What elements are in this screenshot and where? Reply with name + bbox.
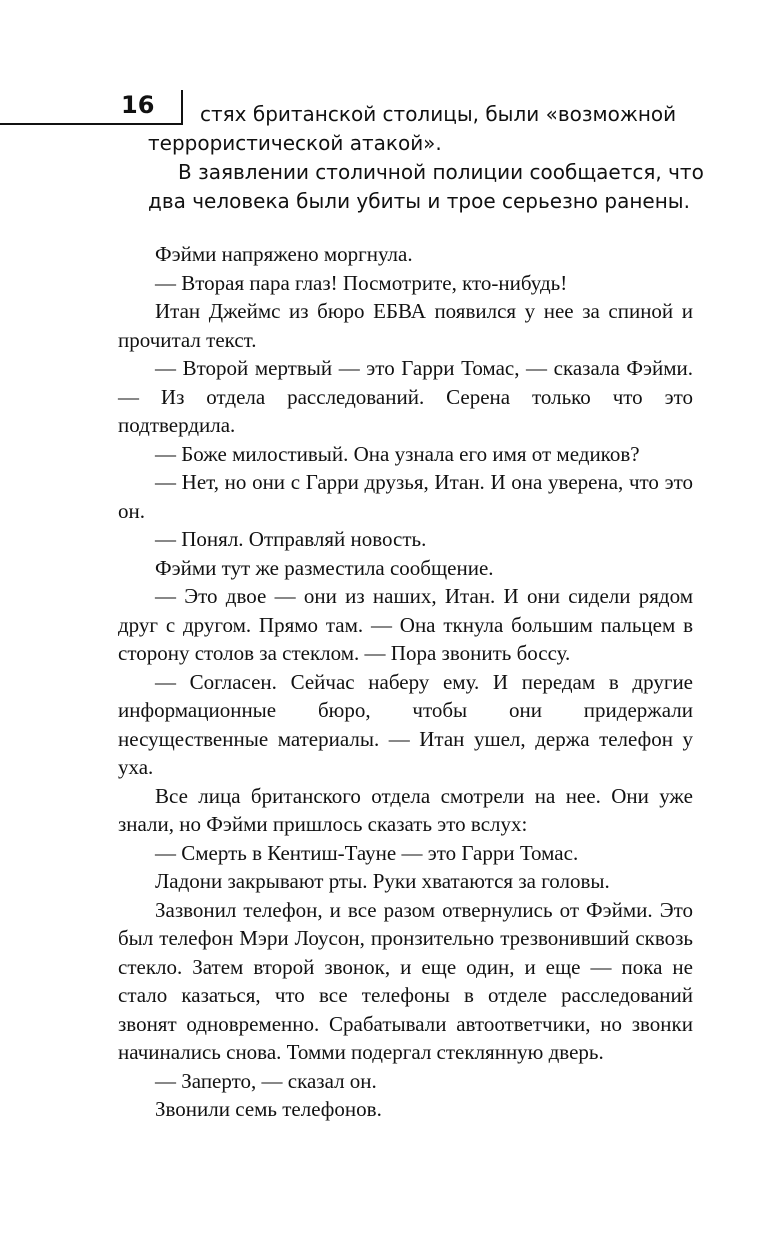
news-excerpt-line: В заявлении столичной полиции сообщается, что	[178, 160, 704, 184]
paragraph: Все лица британского отдела смотрели на нее. Они уже знали, но Фэйми пришлось сказать это вслух:	[118, 783, 693, 836]
news-excerpt-line: террористической атакой».	[148, 131, 442, 155]
news-excerpt-line: два человека были убиты и трое серьезно ранены.	[148, 189, 690, 213]
paragraph: Звонили семь телефонов.	[155, 1097, 382, 1121]
news-excerpt-line: стях британской столицы, были «возможной	[200, 102, 677, 126]
paragraph: — Понял. Отправляй новость.	[155, 527, 427, 551]
paragraph: — Заперто, — сказал он.	[155, 1068, 377, 1093]
paragraph: Ладони закрывают рты. Руки хватаются за головы.	[155, 869, 610, 893]
paragraph: Итан Джеймс из бюро ЕБВА появился у нее за спиной и прочитал текст.	[118, 299, 693, 352]
paragraph: — Вторая пара глаз! Посмотрите, кто-нибудь!	[155, 270, 568, 295]
paragraph: Фэйми тут же разместила сообщение.	[155, 555, 494, 580]
paragraph: — Нет, но они с Гарри друзья, Итан. И она уверена, что это он.	[118, 470, 693, 523]
paragraph: — Смерть в Кентиш-Тауне — это Гарри Томас.	[155, 840, 579, 865]
body-text	[118, 240, 693, 1124]
paragraph: — Это двое — они из наших, Итан. И они сидели рядом друг с другом. Прямо там. — Она ткнула большим пальцем в сторону столов за стеклом. — Пора звонить боссу.	[118, 584, 693, 665]
paragraph: Фэйми напряжено моргнула.	[155, 242, 413, 266]
paragraph: — Второй мертвый — это Гарри Томас, — сказала Фэйми. — Из отдела расследований. Серена только что это подтвердила.	[118, 356, 693, 437]
page-number: 16	[121, 91, 155, 119]
paragraph: — Боже милостивый. Она узнала его имя от медиков?	[155, 441, 640, 466]
paragraph: Зазвонил телефон, и все разом отвернулись от Фэйми. Это был телефон Мэри Лоусон, пронзительно трезвонивший сквозь стекло. Затем второй звонок, и еще один, и еще — пока не стало казаться, что все телефоны в отделе расследований звонят одновременно. Срабатывали автоответчики, но звонки начинались снова. Томми подергал стеклянную дверь.	[118, 897, 693, 1064]
page-number-frame	[0, 90, 183, 125]
paragraph: — Согласен. Сейчас наберу ему. И передам в другие информационные бюро, чтобы они придержали несущественные материалы. — Итан ушел, держа телефон у уха.	[118, 669, 693, 779]
